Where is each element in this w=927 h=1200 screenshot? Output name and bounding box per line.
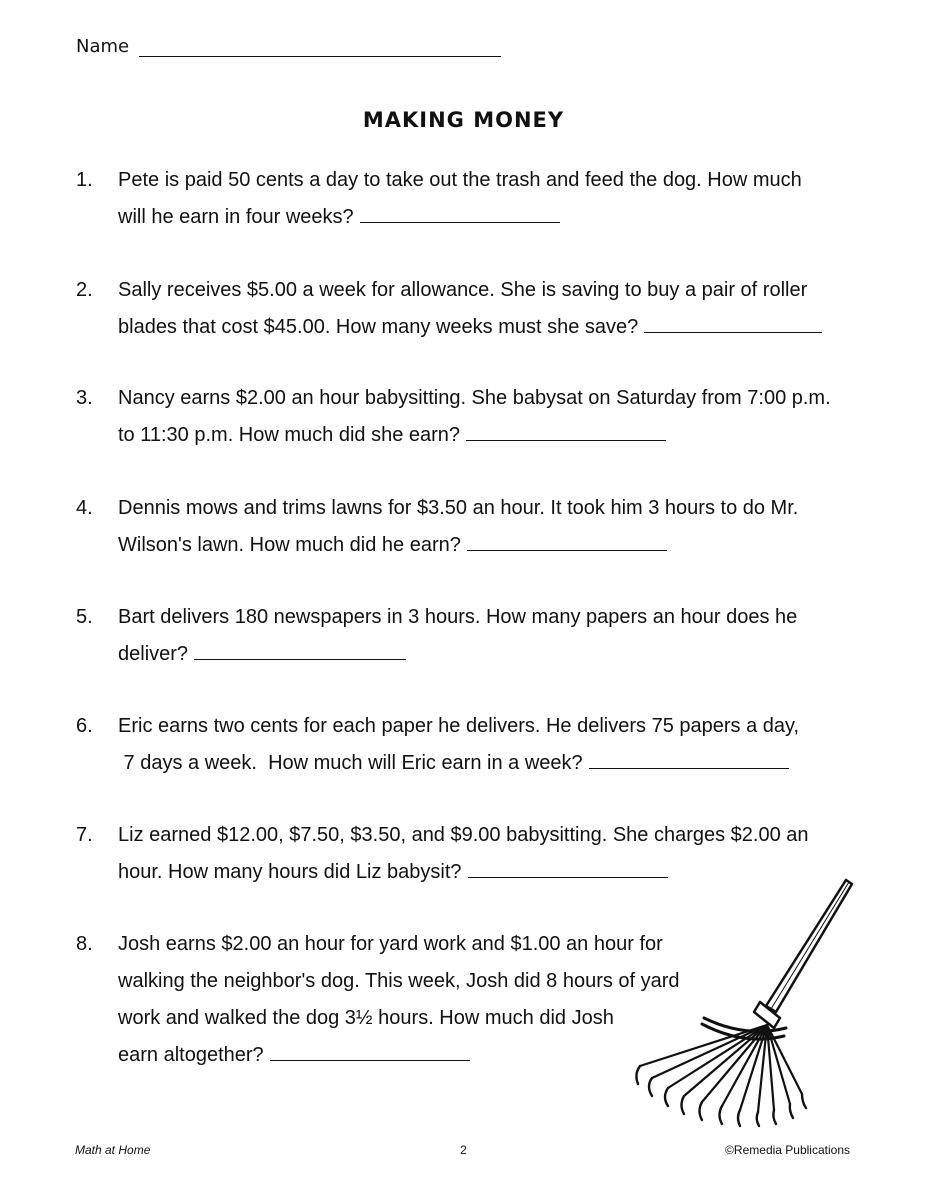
problem-number: 7. (76, 824, 93, 846)
name-label: Name (76, 36, 130, 57)
problem-number: 1. (76, 169, 93, 191)
problem-text-line: blades that cost $45.00. How many weeks must she save? (118, 316, 639, 338)
problem-number: 2. (76, 279, 93, 301)
answer-blank[interactable] (270, 1038, 470, 1061)
problem-text-line: Wilson's lawn. How much did he earn? (118, 534, 461, 556)
problem-text-line: work and walked the dog 3½ hours. How much did Josh (118, 1007, 614, 1029)
problem-text-line: Liz earned $12.00, $7.50, $3.50, and $9.00 babysitting. She charges $2.00 an (118, 824, 809, 846)
problem-text-line: to 11:30 p.m. How much did she earn? (118, 424, 461, 446)
name-row (76, 36, 501, 57)
footer-book-title: Math at Home (75, 1143, 151, 1157)
answer-blank[interactable] (644, 310, 822, 333)
page-title: MAKING MONEY (362, 108, 565, 132)
problem-text-line: will he earn in four weeks? (118, 206, 354, 228)
problem-text-line: walking the neighbor's dog. This week, Josh did 8 hours of yard (118, 970, 680, 992)
problem-text-line: Bart delivers 180 newspapers in 3 hours. How many papers an hour does he (118, 606, 798, 628)
name-blank[interactable] (139, 36, 501, 57)
problem-text-line: Eric earns two cents for each paper he delivers. He delivers 75 papers a day, (118, 715, 800, 737)
rake-icon (630, 878, 856, 1128)
answer-blank[interactable] (467, 528, 667, 551)
problem-text-line: Dennis mows and trims lawns for $3.50 an hour. It took him 3 hours to do Mr. (118, 497, 799, 519)
problem-text-line: 7 days a week. How much will Eric earn in a week? (118, 752, 583, 774)
problem-text-line: Josh earns $2.00 an hour for yard work and $1.00 an hour for (118, 933, 663, 955)
problem-text-line: Nancy earns $2.00 an hour babysitting. She babysat on Saturday from 7:00 p.m. (118, 387, 831, 409)
problem-number: 8. (76, 933, 93, 955)
footer-publisher: ©Remedia Publications (725, 1143, 850, 1157)
problem-number: 4. (76, 497, 93, 519)
problem-text-line: deliver? (118, 643, 189, 665)
problem-number: 3. (76, 387, 93, 409)
answer-blank[interactable] (360, 200, 560, 223)
problem-text-line: Sally receives $5.00 a week for allowance. She is saving to buy a pair of roller (118, 279, 808, 301)
problem-text-line: earn altogether? (118, 1044, 264, 1066)
answer-blank[interactable] (468, 855, 668, 878)
answer-blank[interactable] (466, 418, 666, 441)
problem-number: 6. (76, 715, 93, 737)
problem-text-line: Pete is paid 50 cents a day to take out the trash and feed the dog. How much (118, 169, 802, 191)
problem-number: 5. (76, 606, 93, 628)
problem-text-line: hour. How many hours did Liz babysit? (118, 861, 462, 883)
answer-blank[interactable] (194, 637, 406, 660)
page-number: 2 (460, 1143, 467, 1157)
answer-blank[interactable] (589, 746, 789, 769)
